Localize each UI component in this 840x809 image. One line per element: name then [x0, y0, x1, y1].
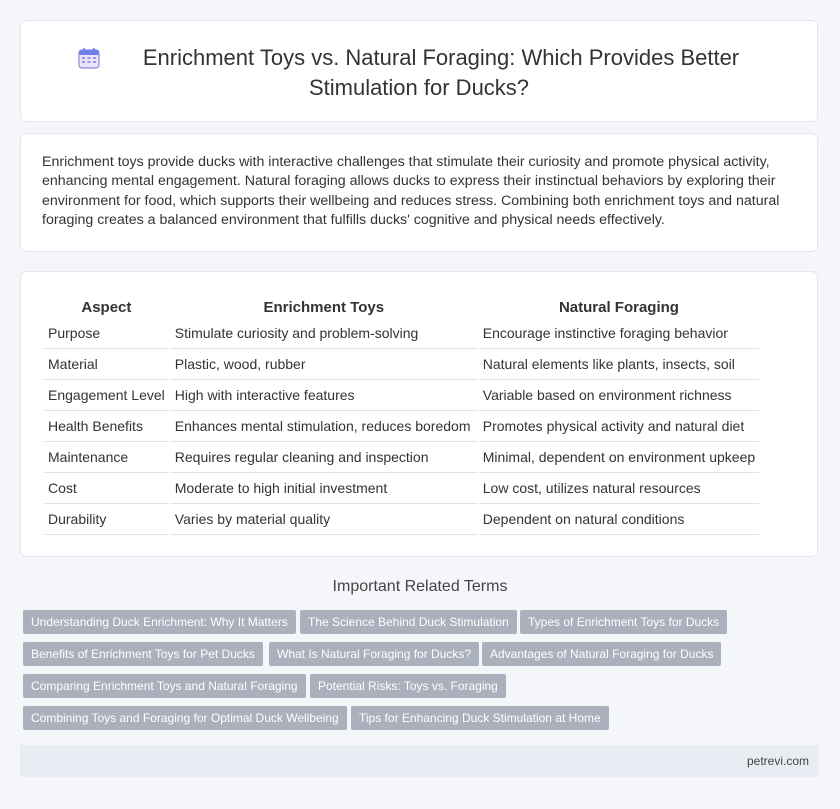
table-cell: Moderate to high initial investment [171, 473, 477, 504]
related-term-tag[interactable]: Comparing Enrichment Toys and Natural Foraging [23, 674, 306, 698]
table-cell: Requires regular cleaning and inspection [171, 442, 477, 473]
table-cell: Purpose [44, 318, 169, 349]
comparison-table [42, 296, 761, 535]
related-term-tag[interactable]: Benefits of Enrichment Toys for Pet Ducks [23, 642, 263, 666]
header-aspect: Aspect [81, 298, 132, 316]
related-term-tag[interactable]: Advantages of Natural Foraging for Ducks [482, 642, 721, 666]
intro-text: Enrichment toys provide ducks with interactive challenges that stimulate their curiosity and promote physical activity, enhancing mental engagement. Natural foraging allows ducks to express their instinctual behaviors by exploring their environment for food, which supports their wellbeing and reduces stress. Combining both enrichment toys and natural foraging creates a balanced environment that fulfills ducks' cognitive and physical needs effectively. [42, 154, 780, 229]
table-cell: Stimulate curiosity and problem-solving [171, 318, 477, 349]
related-term-tag[interactable]: Potential Risks: Toys vs. Foraging [310, 674, 506, 698]
related-terms-title: Important Related Terms [332, 578, 508, 595]
related-term-tag[interactable]: What Is Natural Foraging for Ducks? [269, 642, 479, 666]
header-natural-foraging: Natural Foraging [558, 298, 679, 316]
related-term-tag[interactable]: Combining Toys and Foraging for Optimal Duck Wellbeing [23, 706, 347, 730]
table-cell: Durability [44, 504, 169, 535]
table-cell: Encourage instinctive foraging behavior [479, 318, 759, 349]
table-cell: Plastic, wood, rubber [171, 349, 477, 380]
table-cell: Maintenance [44, 442, 169, 473]
table-row [44, 411, 759, 442]
table-cell: Low cost, utilizes natural resources [479, 473, 759, 504]
related-term-tag[interactable]: Understanding Duck Enrichment: Why It Matters [23, 610, 296, 634]
comparison-card [20, 271, 818, 557]
table-row [44, 473, 759, 504]
table-cell: Minimal, dependent on environment upkeep [479, 442, 759, 473]
table-cell: Enhances mental stimulation, reduces boredom [171, 411, 477, 442]
table-cell: Natural elements like plants, insects, soil [479, 349, 759, 380]
table-cell: Varies by material quality [171, 504, 477, 535]
intro-card [20, 133, 818, 252]
table-header-row [44, 296, 759, 318]
header-enrichment-toys: Enrichment Toys [263, 298, 385, 316]
table-cell: Promotes physical activity and natural diet [479, 411, 759, 442]
table-cell: Dependent on natural conditions [479, 504, 759, 535]
table-cell: Engagement Level [44, 380, 169, 411]
footer [20, 745, 818, 777]
table-cell: Cost [44, 473, 169, 504]
table-row [44, 504, 759, 535]
related-term-tag[interactable]: Tips for Enhancing Duck Stimulation at Home [351, 706, 609, 730]
page-title-line-2: Stimulation for Ducks? [308, 75, 530, 100]
table-row [44, 349, 759, 380]
table-row [44, 442, 759, 473]
table-row [44, 380, 759, 411]
footer-site-link[interactable]: petrevi.com [746, 754, 809, 768]
table-cell: Variable based on environment richness [479, 380, 759, 411]
table-row [44, 318, 759, 349]
table-cell: Material [44, 349, 169, 380]
page-title-line-1: Enrichment Toys vs. Natural Foraging: Which Provides Better [142, 45, 740, 70]
related-term-tag[interactable]: The Science Behind Duck Stimulation [300, 610, 517, 634]
table-cell: High with interactive features [171, 380, 477, 411]
related-term-tag[interactable]: Types of Enrichment Toys for Ducks [520, 610, 727, 634]
table-cell: Health Benefits [44, 411, 169, 442]
page-title [21, 43, 817, 103]
header-card [20, 20, 818, 122]
